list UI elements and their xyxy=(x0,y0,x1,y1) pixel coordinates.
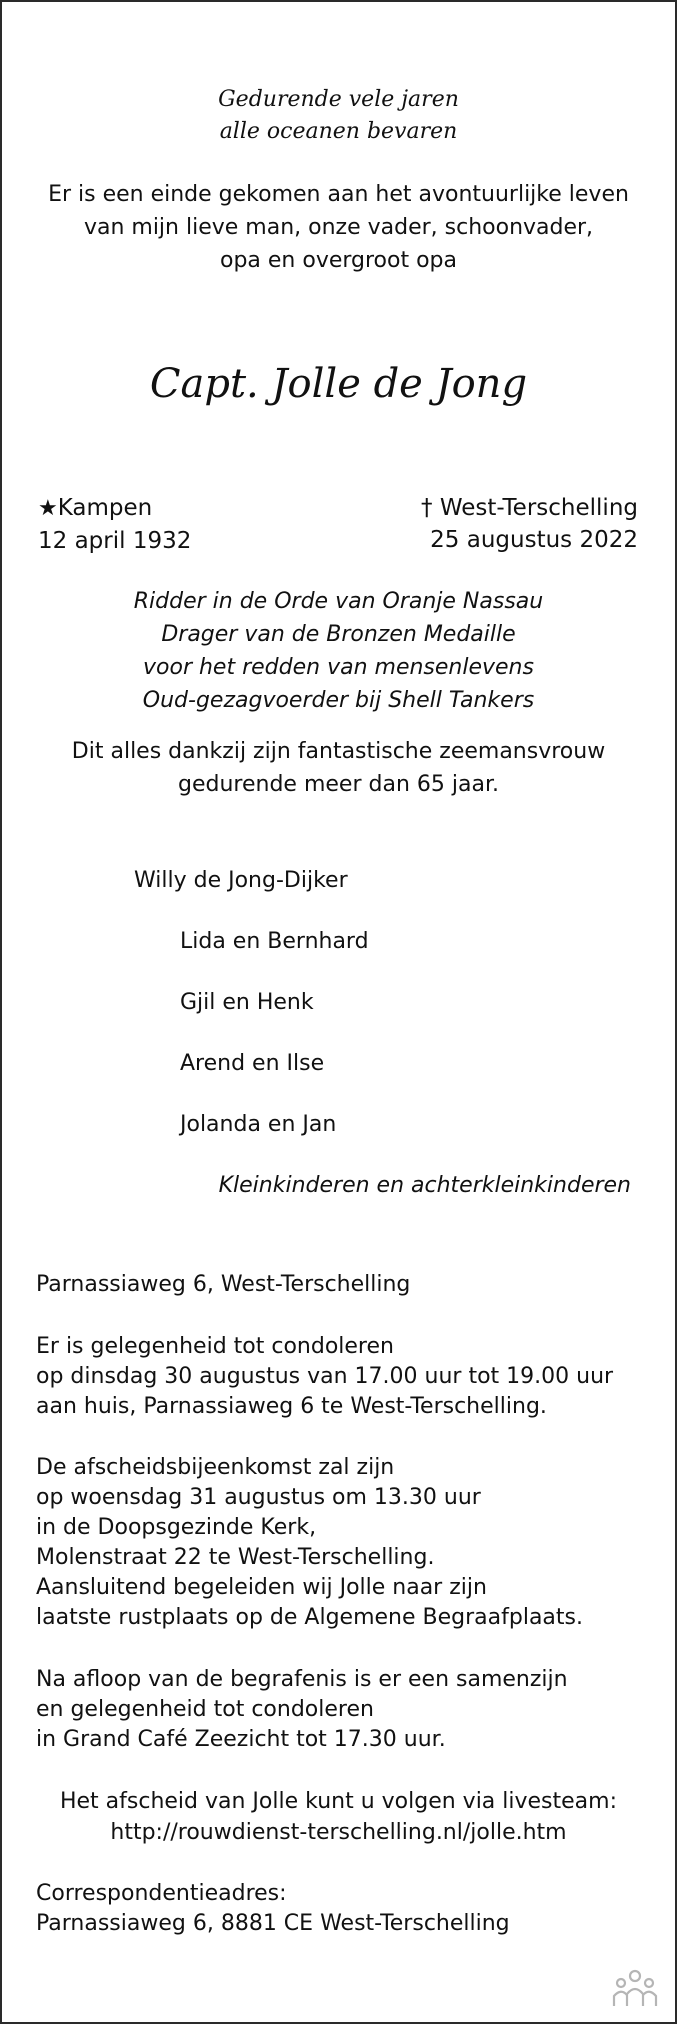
child-couple: Jolanda en Jan xyxy=(180,1112,337,1137)
farewell-line: op woensdag 31 augustus om 13.30 uur xyxy=(36,1485,481,1510)
after-funeral-line: in Grand Café Zeezicht tot 17.30 uur. xyxy=(36,1727,446,1752)
thanks-line: gedurende meer dan 65 jaar. xyxy=(178,772,499,797)
child-couple: Gjil en Henk xyxy=(180,990,314,1015)
grandchildren-line: Kleinkinderen en achterkleinkinderen xyxy=(218,1173,631,1198)
after-funeral-info xyxy=(36,1665,568,1755)
farewell-line: Aansluitend begeleiden wij Jolle naar zijn xyxy=(36,1575,487,1600)
star-icon: ★ xyxy=(38,496,58,521)
deceased-name: Capt. Jolle de Jong xyxy=(149,361,528,407)
farewell-line: laatste rustplaats op de Algemene Begraafplaats. xyxy=(36,1605,583,1630)
honour-line: Drager van de Bronzen Medaille xyxy=(161,622,516,647)
after-funeral-line: en gelegenheid tot condoleren xyxy=(36,1697,374,1722)
home-address: Parnassiaweg 6, West-Terschelling xyxy=(36,1272,411,1297)
child-couple: Arend en Ilse xyxy=(180,1051,325,1076)
after-funeral-line: Na afloop van de begrafenis is er een samenzijn xyxy=(36,1667,568,1692)
thanks-text xyxy=(2,735,675,801)
condolence-line: op dinsdag 30 augustus van 17.00 uur tot 19.00 uur xyxy=(36,1364,614,1389)
intro-line: van mijn lieve man, onze vader, schoonvader, xyxy=(83,215,594,240)
livestream-link[interactable]: http://rouwdienst-terschelling.nl/jolle.htm xyxy=(110,1820,567,1845)
farewell-info xyxy=(36,1453,583,1633)
birth-date: 12 april 1932 xyxy=(38,528,192,554)
motto xyxy=(2,84,675,148)
death-date: 25 augustus 2022 xyxy=(430,527,638,553)
child-couple: Lida en Bernhard xyxy=(180,929,369,954)
livestream-info xyxy=(2,1786,675,1848)
birth-info xyxy=(38,492,191,557)
correspondence-line: Parnassiaweg 6, 8881 CE West-Terschelling xyxy=(36,1911,510,1936)
cross-icon: † xyxy=(421,495,433,521)
honour-line: Oud-gezagvoerder bij Shell Tankers xyxy=(142,688,535,713)
spouse-name: Willy de Jong-Dijker xyxy=(134,868,348,893)
intro-text xyxy=(2,178,675,277)
death-place: West-Terschelling xyxy=(439,495,638,521)
intro-line: opa en overgroot opa xyxy=(219,248,457,273)
condolence-line: aan huis, Parnassiaweg 6 te West-Terschelling. xyxy=(36,1394,547,1419)
condolence-info xyxy=(36,1332,613,1422)
death-info xyxy=(421,492,638,556)
correspondence-address xyxy=(36,1879,510,1939)
condolence-line: Er is gelegenheid tot condoleren xyxy=(36,1334,394,1359)
livestream-text: Het afscheid van Jolle kunt u volgen via livesteam: xyxy=(59,1789,618,1814)
honours xyxy=(2,585,675,717)
people-group-icon xyxy=(611,1968,659,2008)
farewell-line: De afscheidsbijeenkomst zal zijn xyxy=(36,1455,395,1480)
birth-place: Kampen xyxy=(57,495,153,521)
honour-line: voor het redden van mensenlevens xyxy=(143,655,534,680)
motto-line: Gedurende vele jaren xyxy=(218,87,459,112)
farewell-line: in de Doopsgezinde Kerk, xyxy=(36,1515,317,1540)
intro-line: Er is een einde gekomen aan het avontuurlijke leven xyxy=(48,182,629,207)
thanks-line: Dit alles dankzij zijn fantastische zeemansvrouw xyxy=(71,739,606,764)
motto-line: alle oceanen bevaren xyxy=(219,119,458,144)
farewell-line: Molenstraat 22 te West-Terschelling. xyxy=(36,1545,435,1570)
correspondence-label: Correspondentieadres: xyxy=(36,1881,287,1906)
honour-line: Ridder in de Orde van Oranje Nassau xyxy=(133,589,544,614)
